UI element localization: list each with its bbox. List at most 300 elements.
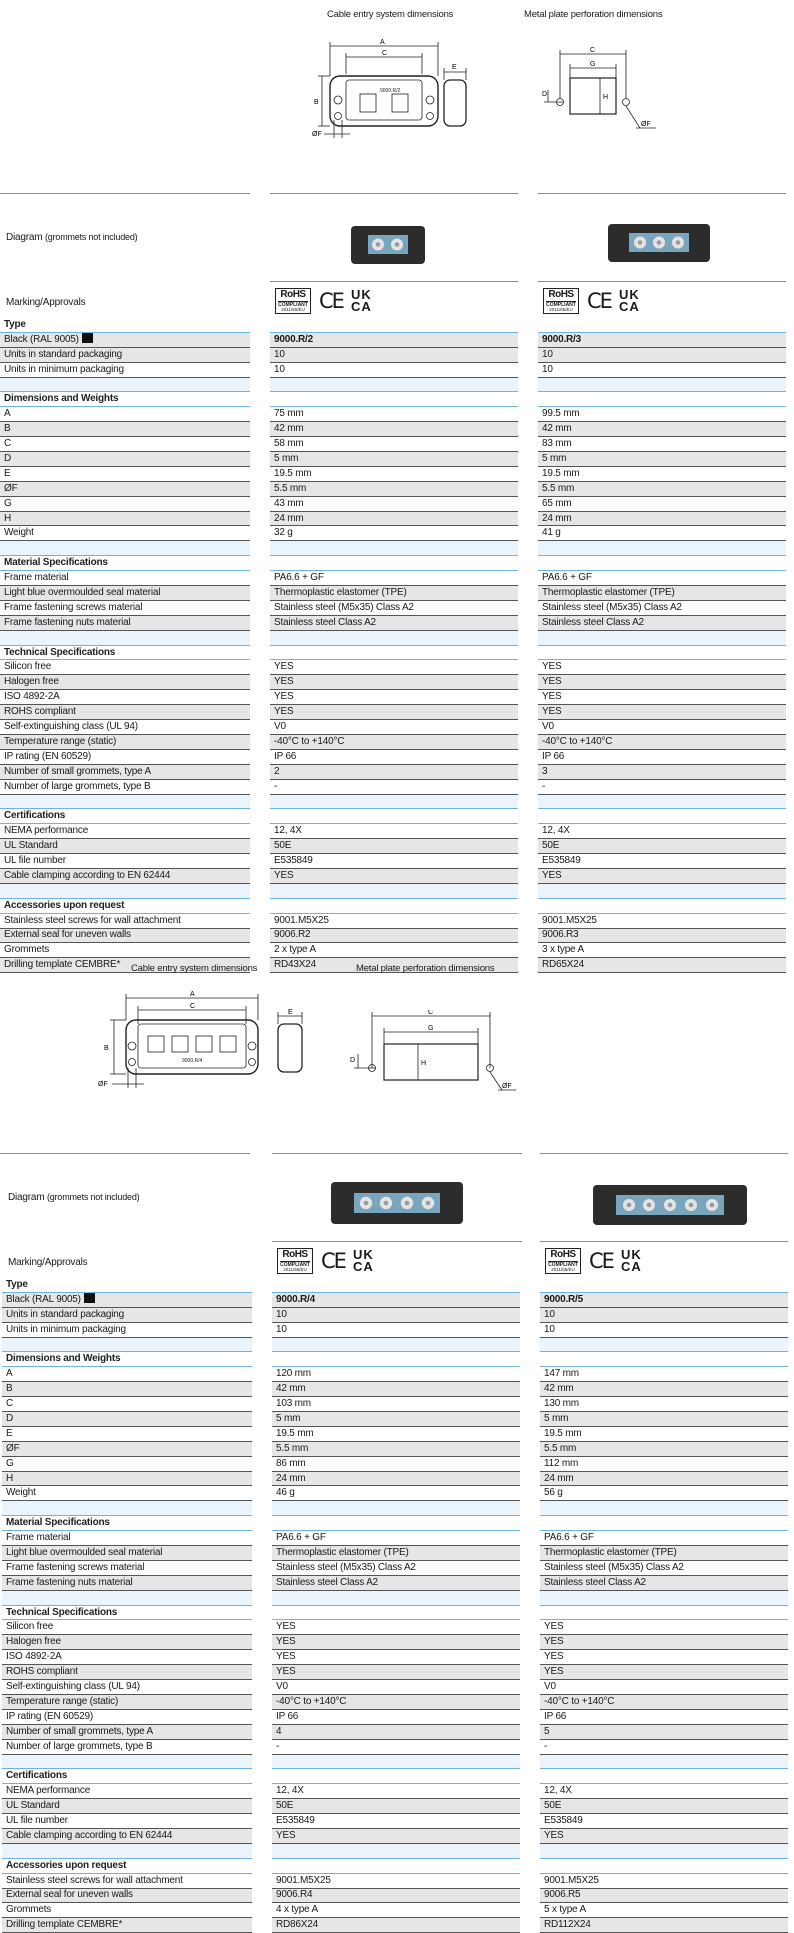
row-label: Self-extinguishing class (UL 94) xyxy=(0,720,250,735)
table-row-type xyxy=(2,1292,788,1307)
row-value: 50E xyxy=(270,839,518,854)
plate-dim-c: C xyxy=(590,47,596,54)
row-label: Frame fastening nuts material xyxy=(0,615,250,630)
column-gap xyxy=(520,1635,540,1650)
row-value: PA6.6 + GF xyxy=(270,571,518,586)
row-value: 10 xyxy=(538,347,786,362)
section-header-cell xyxy=(540,1352,788,1367)
column-gap xyxy=(252,1352,272,1367)
column-gap xyxy=(518,466,538,481)
section-header-cell xyxy=(272,1516,520,1531)
row-value: 99.5 mm xyxy=(538,407,786,422)
row-label: E xyxy=(2,1426,252,1441)
column-gap xyxy=(520,1814,540,1829)
section-header-cell xyxy=(538,645,786,660)
section-header-type xyxy=(2,1278,788,1292)
column-gap xyxy=(252,1828,272,1843)
row-value: 10 xyxy=(538,362,786,377)
column-gap xyxy=(250,943,270,958)
row-value: Stainless steel (M5x35) Class A2 xyxy=(538,600,786,615)
spacer-cell xyxy=(538,794,786,809)
row-value: 147 mm xyxy=(540,1367,788,1382)
row-value: 4 x type A xyxy=(272,1903,520,1918)
plate-dim-h: H xyxy=(421,1060,427,1067)
column-gap xyxy=(252,1456,272,1471)
column-gap xyxy=(252,1709,272,1724)
column-gap xyxy=(252,1278,272,1292)
column-gap xyxy=(520,1680,540,1695)
column-gap xyxy=(520,1486,540,1501)
column-gap xyxy=(518,749,538,764)
column-gap xyxy=(518,868,538,883)
section-title: Accessories upon request xyxy=(2,1858,252,1873)
ce-mark: CE xyxy=(321,1249,345,1273)
section-header-material xyxy=(0,556,786,571)
dim-b-letter: B xyxy=(104,1045,109,1052)
column-gap xyxy=(518,586,538,601)
row-label: UL Standard xyxy=(2,1799,252,1814)
column-gap xyxy=(250,898,270,913)
column-gap xyxy=(518,526,538,541)
column-gap xyxy=(520,1501,540,1516)
cable-entry-heading: Cable entry system dimensions xyxy=(131,963,258,974)
spacer-cell xyxy=(538,630,786,645)
metal-plate-heading: Metal plate perforation dimensions xyxy=(524,9,663,20)
product-code: 9000.R/3 xyxy=(538,332,786,347)
dim-f-letter: ØF xyxy=(98,1081,108,1088)
row-value: 19.5 mm xyxy=(272,1426,520,1441)
row-value: PA6.6 + GF xyxy=(538,571,786,586)
column-gap xyxy=(518,720,538,735)
column-gap xyxy=(250,734,270,749)
column-gap xyxy=(518,571,538,586)
table-row-acc-screws xyxy=(2,1873,788,1888)
column-gap xyxy=(520,1337,540,1352)
column-gap xyxy=(252,1754,272,1769)
spacer-row xyxy=(2,1754,788,1769)
column-gap xyxy=(520,1531,540,1546)
table-row-rohs xyxy=(2,1665,788,1680)
row-label: Light blue overmoulded seal material xyxy=(0,586,250,601)
table-row-a xyxy=(2,1367,788,1382)
row-label: Number of large grommets, type B xyxy=(0,779,250,794)
table-row-screws-material xyxy=(2,1560,788,1575)
spacer-row xyxy=(0,630,786,645)
table-row-temp xyxy=(2,1694,788,1709)
ce-mark: CE xyxy=(589,1249,613,1273)
column-gap xyxy=(252,1531,272,1546)
table-row-acc-seal xyxy=(2,1888,788,1903)
approval-marks-r4 xyxy=(277,1244,374,1278)
row-value: 58 mm xyxy=(270,437,518,452)
row-value: Thermoplastic elastomer (TPE) xyxy=(272,1546,520,1561)
row-value: YES xyxy=(272,1665,520,1680)
column-gap xyxy=(520,1560,540,1575)
row-label: Halogen free xyxy=(2,1635,252,1650)
table-row-acc-grommets xyxy=(0,943,786,958)
table-row-small xyxy=(0,764,786,779)
row-value: 5.5 mm xyxy=(270,481,518,496)
product-photo-r4 xyxy=(330,1178,464,1228)
top-divider xyxy=(0,193,250,194)
table-row-acc-seal xyxy=(0,928,786,943)
column-gap xyxy=(520,1784,540,1799)
column-gap xyxy=(520,1903,540,1918)
row-value: Stainless steel (M5x35) Class A2 xyxy=(540,1560,788,1575)
column-gap xyxy=(518,452,538,467)
column-gap xyxy=(518,958,538,973)
row-label: H xyxy=(2,1471,252,1486)
table-row-g xyxy=(2,1456,788,1471)
column-gap xyxy=(250,854,270,869)
column-gap xyxy=(252,1694,272,1709)
spacer-cell xyxy=(2,1590,252,1605)
column-gap xyxy=(250,660,270,675)
top-divider xyxy=(272,1153,522,1154)
spacer-cell xyxy=(2,1843,252,1858)
column-gap xyxy=(518,392,538,407)
row-label-black xyxy=(2,1292,252,1307)
column-gap xyxy=(250,318,270,332)
column-gap xyxy=(520,1694,540,1709)
row-label: Frame fastening nuts material xyxy=(2,1575,252,1590)
row-value: IP 66 xyxy=(270,749,518,764)
row-label: A xyxy=(0,407,250,422)
row-value: YES xyxy=(272,1650,520,1665)
approval-marks-r3 xyxy=(543,284,640,318)
spacer-cell xyxy=(540,1843,788,1858)
column-gap xyxy=(250,645,270,660)
column-gap xyxy=(250,496,270,511)
column-gap xyxy=(520,1605,540,1620)
column-gap xyxy=(250,883,270,898)
spacer-cell xyxy=(0,883,250,898)
column-gap xyxy=(252,1888,272,1903)
row-value: PA6.6 + GF xyxy=(540,1531,788,1546)
product-code: 9000.R/5 xyxy=(540,1292,788,1307)
column-gap xyxy=(518,928,538,943)
column-gap xyxy=(252,1858,272,1873)
row-value: 9001.M5X25 xyxy=(270,913,518,928)
section-header-cell xyxy=(540,1516,788,1531)
row-label: ROHS compliant xyxy=(2,1665,252,1680)
column-gap xyxy=(252,1650,272,1665)
table-row-iso xyxy=(2,1650,788,1665)
column-gap xyxy=(252,1575,272,1590)
column-gap xyxy=(252,1546,272,1561)
table-row-c xyxy=(0,437,786,452)
column-gap xyxy=(252,1322,272,1337)
row-value: 24 mm xyxy=(272,1471,520,1486)
column-gap xyxy=(250,362,270,377)
row-value: E535849 xyxy=(538,854,786,869)
row-value: YES xyxy=(538,705,786,720)
spacer-cell xyxy=(540,1337,788,1352)
row-value: RD86X24 xyxy=(272,1918,520,1933)
row-value: Stainless steel (M5x35) Class A2 xyxy=(270,600,518,615)
column-gap xyxy=(520,1665,540,1680)
column-gap xyxy=(252,1501,272,1516)
section-header-cell xyxy=(270,556,518,571)
row-value: -40°C to +140°C xyxy=(270,734,518,749)
table-row-units-min xyxy=(2,1322,788,1337)
column-gap xyxy=(250,347,270,362)
column-gap xyxy=(518,809,538,824)
column-gap xyxy=(518,347,538,362)
rohs-mark: RoHS COMPLIANT 2011/65/EU xyxy=(275,288,311,314)
row-value: E535849 xyxy=(270,854,518,869)
row-label: ØF xyxy=(2,1441,252,1456)
row-label: Grommets xyxy=(0,943,250,958)
row-value: 5 x type A xyxy=(540,1903,788,1918)
row-label: UL file number xyxy=(2,1814,252,1829)
spacer-cell xyxy=(272,1501,520,1516)
row-value: - xyxy=(540,1739,788,1754)
row-value: 3 xyxy=(538,764,786,779)
row-value: YES xyxy=(538,868,786,883)
row-value: 50E xyxy=(272,1799,520,1814)
spec-table-1 xyxy=(0,318,786,973)
section-header-cell xyxy=(270,898,518,913)
row-value: 10 xyxy=(270,362,518,377)
column-gap xyxy=(518,332,538,347)
dim-a-letter: A xyxy=(380,39,385,46)
column-gap xyxy=(520,1397,540,1412)
spacer-cell xyxy=(0,630,250,645)
rohs-mark: RoHS COMPLIANT 2011/65/EU xyxy=(543,288,579,314)
row-value: YES xyxy=(272,1620,520,1635)
row-value: YES xyxy=(270,705,518,720)
row-value: YES xyxy=(540,1650,788,1665)
section-header-cell xyxy=(538,898,786,913)
column-gap xyxy=(518,556,538,571)
table-row-large xyxy=(2,1739,788,1754)
table-row-seal-material xyxy=(2,1546,788,1561)
row-value: 4 xyxy=(272,1724,520,1739)
row-value: YES xyxy=(538,690,786,705)
table-row-weight xyxy=(0,526,786,541)
column-gap xyxy=(252,1635,272,1650)
row-value: 9001.M5X25 xyxy=(538,913,786,928)
approval-marks-r2 xyxy=(275,284,372,318)
dim-e-letter: E xyxy=(452,64,457,71)
column-gap xyxy=(250,332,270,347)
row-value: 32 g xyxy=(270,526,518,541)
table-row-clamping xyxy=(2,1828,788,1843)
section-title: Technical Specifications xyxy=(2,1605,252,1620)
section-header-cell xyxy=(272,1858,520,1873)
column-gap xyxy=(250,675,270,690)
column-gap xyxy=(520,1769,540,1784)
row-label: UL Standard xyxy=(0,839,250,854)
spacer-row xyxy=(0,883,786,898)
section-header-certs xyxy=(2,1769,788,1784)
spacer-cell xyxy=(540,1590,788,1605)
column-gap xyxy=(250,392,270,407)
column-gap xyxy=(250,720,270,735)
column-gap xyxy=(518,645,538,660)
column-gap xyxy=(518,898,538,913)
row-value: 12, 4X xyxy=(272,1784,520,1799)
column-gap xyxy=(252,1799,272,1814)
row-label: C xyxy=(0,437,250,452)
spacer-cell xyxy=(0,541,250,556)
row-value: - xyxy=(272,1739,520,1754)
row-value: 12, 4X xyxy=(538,824,786,839)
table-row-silicon xyxy=(2,1620,788,1635)
row-value: 19.5 mm xyxy=(540,1426,788,1441)
section-header-cell xyxy=(270,392,518,407)
row-value: 19.5 mm xyxy=(270,466,518,481)
table-row-weight xyxy=(2,1486,788,1501)
table-row-nuts-material xyxy=(0,615,786,630)
column-gap xyxy=(250,928,270,943)
row-label: H xyxy=(0,511,250,526)
section-title: Certifications xyxy=(2,1769,252,1784)
row-value: 9006.R5 xyxy=(540,1888,788,1903)
row-value: YES xyxy=(270,675,518,690)
table-row-units-std xyxy=(0,347,786,362)
column-gap xyxy=(250,794,270,809)
row-value: 3 x type A xyxy=(538,943,786,958)
row-label: E xyxy=(0,466,250,481)
row-value: 9001.M5X25 xyxy=(272,1873,520,1888)
row-value: YES xyxy=(270,690,518,705)
section-header-cell xyxy=(270,809,518,824)
row-label: Silicon free xyxy=(2,1620,252,1635)
row-value: IP 66 xyxy=(538,749,786,764)
column-gap xyxy=(250,586,270,601)
top-divider xyxy=(270,193,518,194)
column-gap xyxy=(252,1382,272,1397)
row-value: 9006.R3 xyxy=(538,928,786,943)
row-value: Stainless steel Class A2 xyxy=(538,615,786,630)
row-label: D xyxy=(0,452,250,467)
row-value: 42 mm xyxy=(270,422,518,437)
row-value: 12, 4X xyxy=(270,824,518,839)
row-value: V0 xyxy=(538,720,786,735)
column-gap xyxy=(250,839,270,854)
row-label: Silicon free xyxy=(0,660,250,675)
column-gap xyxy=(518,705,538,720)
cable-entry-drawing xyxy=(90,990,310,1090)
spacer-cell xyxy=(270,630,518,645)
column-gap xyxy=(520,1754,540,1769)
table-row-nema xyxy=(2,1784,788,1799)
row-label: IP rating (EN 60529) xyxy=(2,1709,252,1724)
row-label: ISO 4892-2A xyxy=(0,690,250,705)
metal-plate-heading: Metal plate perforation dimensions xyxy=(356,963,495,974)
section-header-cell xyxy=(272,1605,520,1620)
row-label: Number of small grommets, type A xyxy=(2,1724,252,1739)
section-header-cell xyxy=(538,318,786,332)
row-value: Stainless steel Class A2 xyxy=(272,1575,520,1590)
column-gap xyxy=(252,1486,272,1501)
row-value: 24 mm xyxy=(540,1471,788,1486)
column-gap xyxy=(520,1858,540,1873)
section-header-cell xyxy=(270,318,518,332)
section-title: Certifications xyxy=(0,809,250,824)
column-gap xyxy=(252,1620,272,1635)
column-gap xyxy=(520,1456,540,1471)
photo-divider xyxy=(538,281,786,282)
table-row-c xyxy=(2,1397,788,1412)
column-gap xyxy=(252,1397,272,1412)
row-label: UL file number xyxy=(0,854,250,869)
column-gap xyxy=(252,1367,272,1382)
column-gap xyxy=(518,779,538,794)
column-gap xyxy=(250,526,270,541)
plate-dim-g: G xyxy=(590,61,596,68)
column-gap xyxy=(520,1620,540,1635)
table-row-screws-material xyxy=(0,600,786,615)
row-label: Halogen free xyxy=(0,675,250,690)
row-value: Stainless steel Class A2 xyxy=(270,615,518,630)
spacer-cell xyxy=(272,1337,520,1352)
column-gap xyxy=(518,511,538,526)
dim-c-letter: C xyxy=(382,50,388,57)
black-label: Black (RAL 9005) xyxy=(6,1294,81,1306)
column-gap xyxy=(252,1412,272,1427)
row-label: External seal for uneven walls xyxy=(2,1888,252,1903)
dim-f-letter: ØF xyxy=(312,131,322,138)
column-gap xyxy=(518,690,538,705)
table-row-temp xyxy=(0,734,786,749)
ukca-mark: UK CA xyxy=(350,287,372,314)
diagram-label: Diagram (grommets not included) xyxy=(8,1192,140,1203)
column-gap xyxy=(518,764,538,779)
column-gap xyxy=(518,839,538,854)
row-value: 5 mm xyxy=(272,1412,520,1427)
row-value: Thermoplastic elastomer (TPE) xyxy=(538,586,786,601)
section-title: Dimensions and Weights xyxy=(0,392,250,407)
ukca-mark: UK CA xyxy=(352,1247,374,1274)
row-value: 5.5 mm xyxy=(538,481,786,496)
section-header-cell xyxy=(540,1858,788,1873)
row-label: Units in standard packaging xyxy=(0,347,250,362)
row-label: G xyxy=(0,496,250,511)
column-gap xyxy=(250,452,270,467)
table-row-nuts-material xyxy=(2,1575,788,1590)
column-gap xyxy=(518,437,538,452)
row-label: ØF xyxy=(0,481,250,496)
table-row-f xyxy=(2,1441,788,1456)
column-gap xyxy=(518,675,538,690)
section-header-cell xyxy=(272,1278,520,1292)
drawing-mark-r4: 9000.R/4 xyxy=(182,1058,203,1064)
column-gap xyxy=(520,1471,540,1486)
table-row-b xyxy=(2,1382,788,1397)
photo-divider xyxy=(272,1241,522,1242)
column-gap xyxy=(252,1426,272,1441)
section-title: Type xyxy=(0,318,250,332)
row-label: ISO 4892-2A xyxy=(2,1650,252,1665)
table-row-ul-std xyxy=(2,1799,788,1814)
section-header-accessories xyxy=(0,898,786,913)
dim-a-letter: A xyxy=(190,991,195,998)
row-value: RD112X24 xyxy=(540,1918,788,1933)
column-gap xyxy=(252,1337,272,1352)
column-gap xyxy=(252,1307,272,1322)
plate-dim-f: ØF xyxy=(641,121,651,128)
section-header-cell xyxy=(272,1352,520,1367)
spacer-row xyxy=(2,1590,788,1605)
row-value: YES xyxy=(272,1828,520,1843)
row-value: YES xyxy=(540,1635,788,1650)
row-value: 5 xyxy=(540,1724,788,1739)
row-label: Number of large grommets, type B xyxy=(2,1739,252,1754)
row-label: Drilling template CEMBRE* xyxy=(0,958,250,973)
